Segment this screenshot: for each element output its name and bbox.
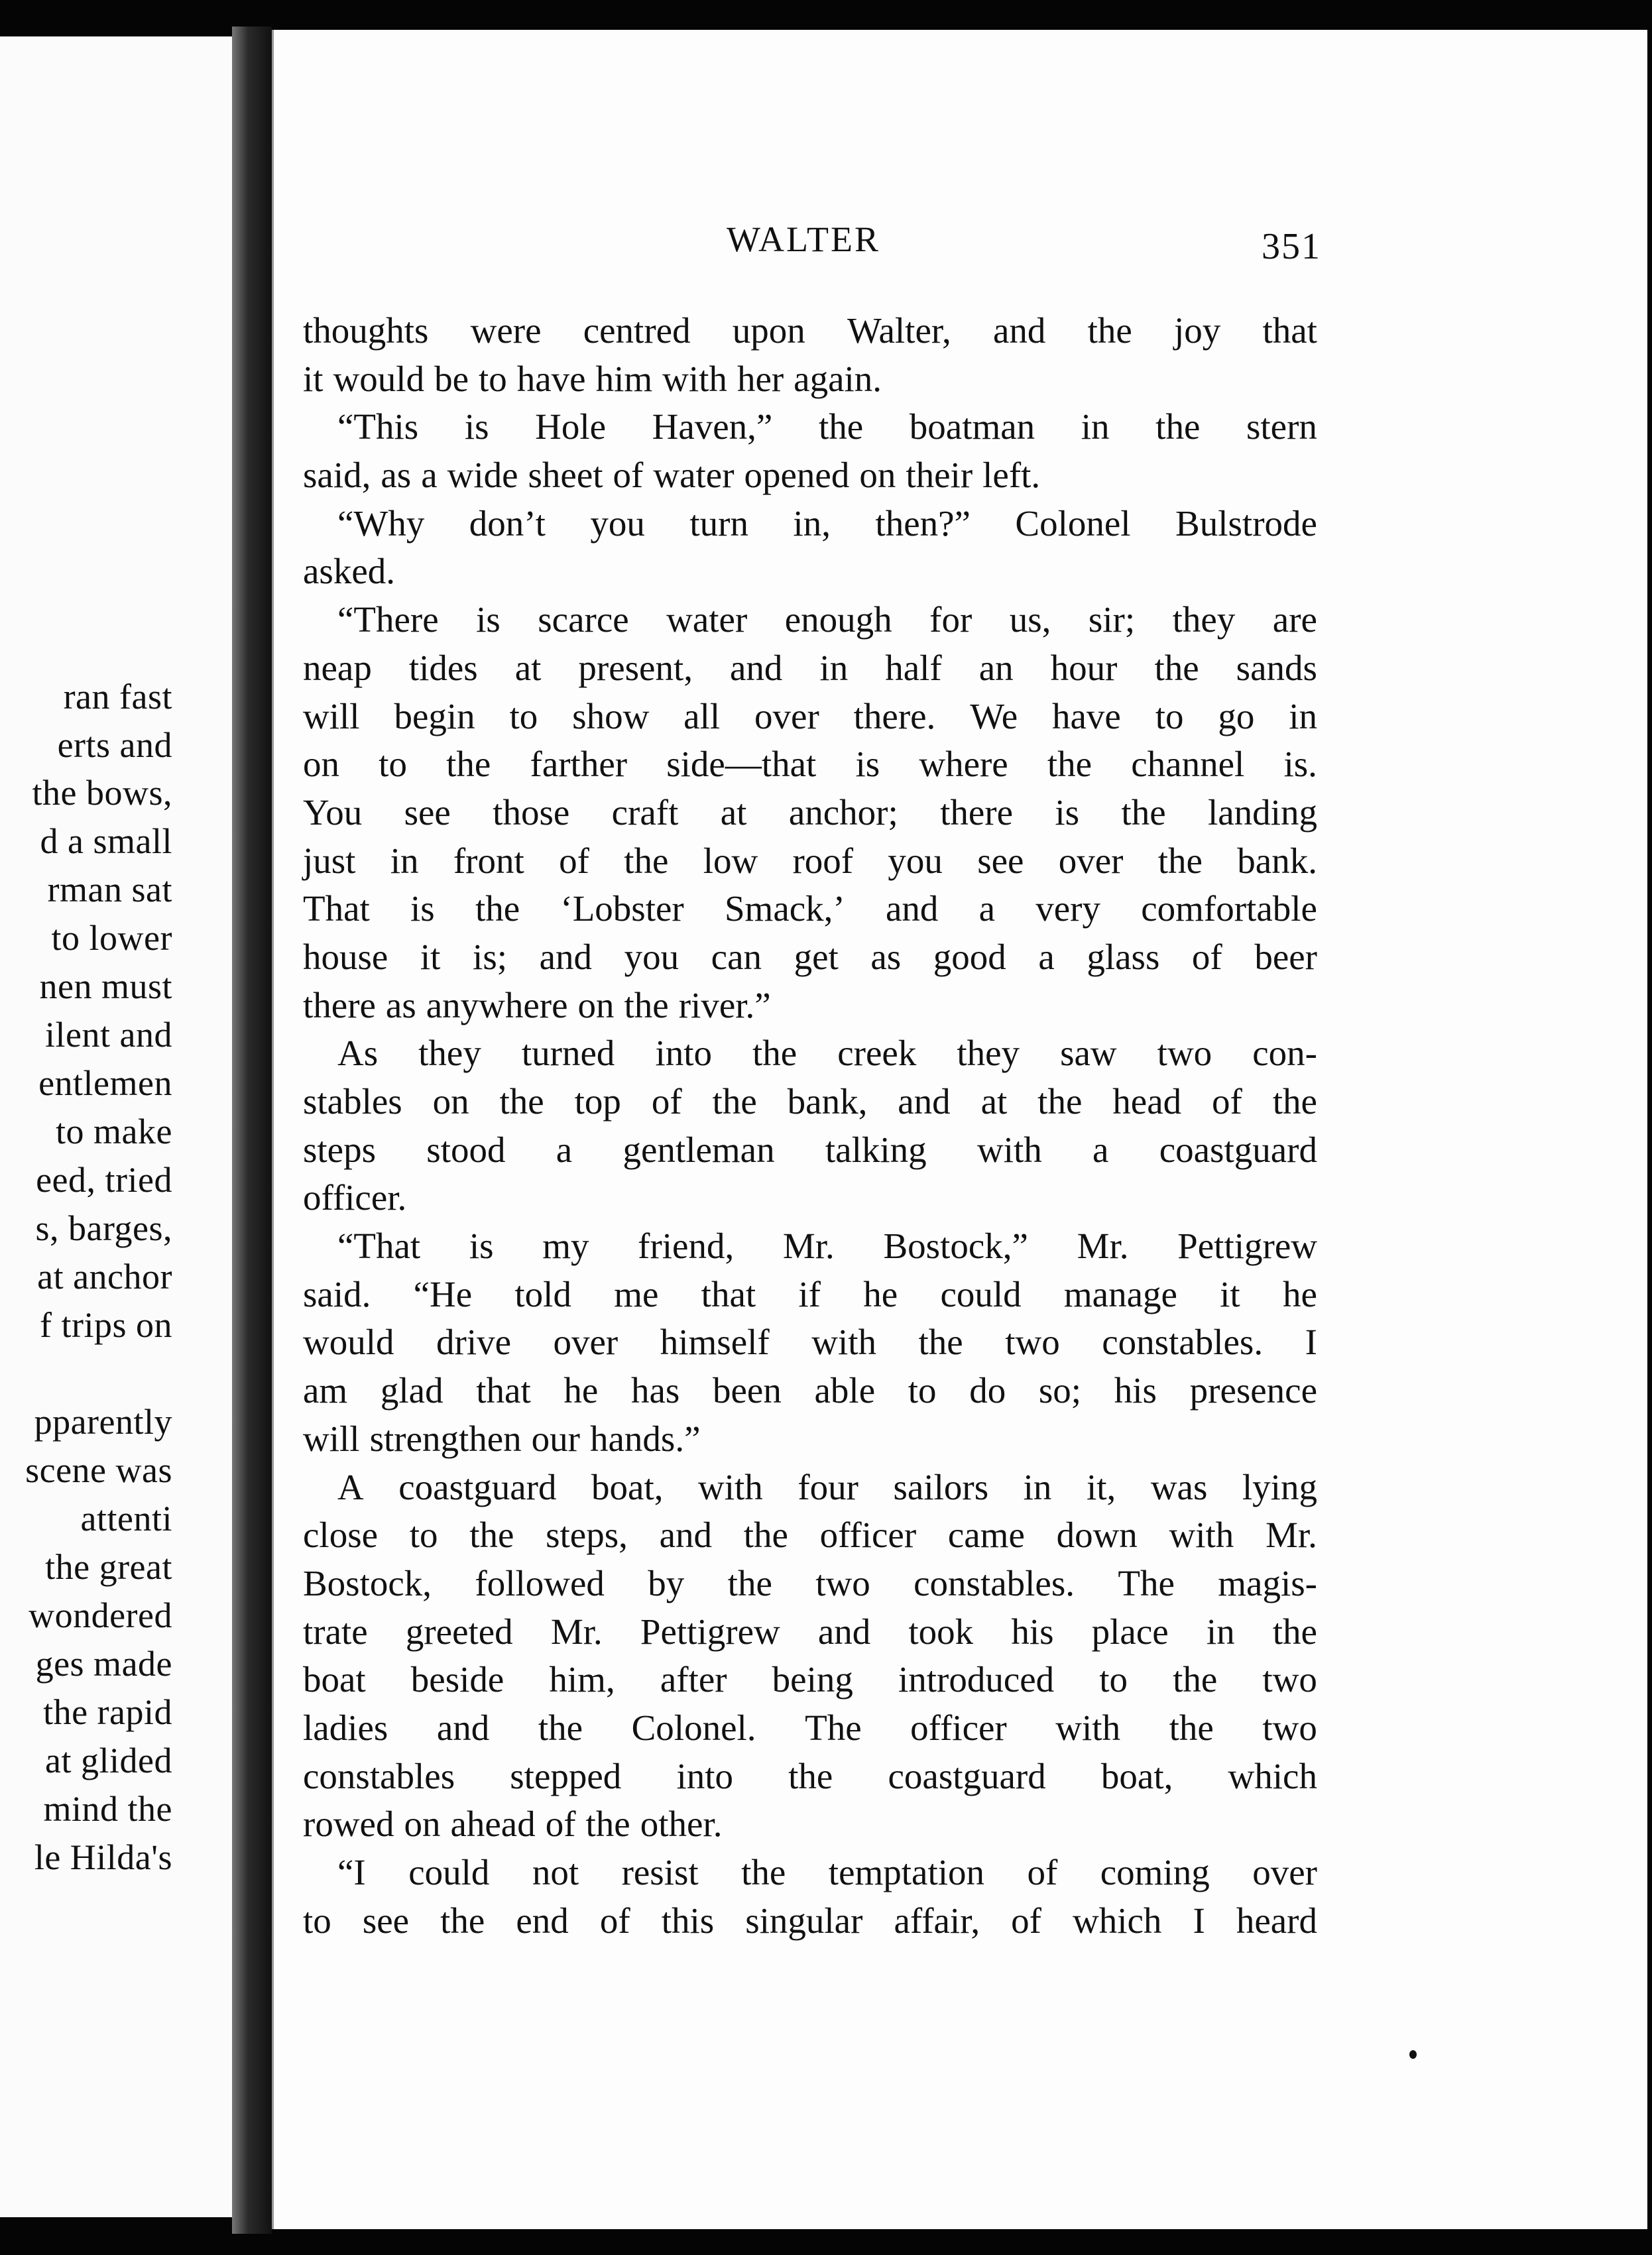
left-page-line: to make <box>56 1112 172 1151</box>
text-line: neap tides at present, and in half an hour the sands <box>303 647 1317 688</box>
left-page-line: to lower <box>51 918 172 958</box>
text-line: officer. <box>303 1177 407 1218</box>
text-line: boat beside him, after being introduced to the two <box>303 1659 1317 1700</box>
text-line: steps stood a gentleman talking with a coastguard <box>303 1129 1317 1170</box>
text-line: A coastguard boat, with four sailors in it, was lying <box>337 1466 1317 1507</box>
text-line: thoughts were centred upon Walter, and the joy that <box>303 310 1317 351</box>
right-page <box>272 30 1647 2229</box>
text-line: house it is; and you can get as good a glass of beer <box>303 936 1317 977</box>
left-page-line: f trips on <box>40 1305 172 1345</box>
text-line: it would be to have him with her again. <box>303 358 882 399</box>
left-page-line: entlemen <box>38 1063 172 1103</box>
left-page-line: ilent and <box>45 1015 172 1055</box>
left-page-line: d a small <box>40 821 172 861</box>
left-page-line: wondered <box>29 1595 172 1635</box>
left-page-fragment <box>0 36 232 2217</box>
text-line: You see those craft at anchor; there is the landing <box>303 791 1317 833</box>
text-line: asked. <box>303 551 395 592</box>
text-line: “Why don’t you turn in, then?” Colonel Bulstrode <box>337 502 1317 544</box>
text-line: stables on the top of the bank, and at the head of the <box>303 1081 1317 1122</box>
left-page-line: the rapid <box>43 1692 172 1732</box>
left-page-line: attenti <box>80 1499 172 1538</box>
left-page-line: nen must <box>39 966 172 1006</box>
text-line: would drive over himself with the two constables. I <box>303 1322 1317 1363</box>
left-page-line: the great <box>45 1547 172 1587</box>
text-line: ladies and the Colonel. The officer with the two <box>303 1707 1317 1748</box>
text-line: said, as a wide sheet of water opened on their left. <box>303 455 1041 496</box>
ink-speck <box>1409 2050 1417 2059</box>
left-page-line: the bows, <box>32 773 172 813</box>
page-number: 351 <box>1262 226 1321 267</box>
text-line: constables stepped into the coastguard boat, which <box>303 1755 1317 1796</box>
left-page-line: mind the <box>43 1789 172 1829</box>
left-page-line: pparently <box>34 1402 172 1442</box>
left-page-line: rman sat <box>47 870 172 909</box>
text-line: That is the ‘Lobster Smack,’ and a very comfortable <box>303 888 1317 929</box>
text-line: am glad that he has been able to do so; his presence <box>303 1370 1317 1411</box>
left-page-line: ran fast <box>63 677 172 717</box>
text-line: trate greeted Mr. Pettigrew and took his place in the <box>303 1611 1317 1652</box>
text-line: will begin to show all over there. We have to go in <box>303 695 1317 736</box>
left-page-line: at anchor <box>37 1257 172 1297</box>
running-head: WALTER <box>727 219 880 259</box>
left-page-line: s, barges, <box>35 1208 172 1248</box>
body-text <box>303 307 1317 1945</box>
book-gutter <box>232 27 272 2234</box>
left-page-line: eed, tried <box>36 1160 172 1200</box>
text-line: close to the steps, and the officer came down with Mr. <box>303 1515 1317 1556</box>
text-line: Bostock, followed by the two constables. The magis- <box>303 1562 1317 1603</box>
text-line: will strengthen our hands.” <box>303 1418 701 1459</box>
left-page-line: erts and <box>57 725 172 765</box>
text-line: said. “He told me that if he could manage it he <box>303 1273 1317 1314</box>
text-line: to see the end of this singular affair, of which I heard <box>303 1900 1317 1941</box>
text-line: “I could not resist the temptation of coming over <box>337 1852 1317 1892</box>
text-line: “There is scarce water enough for us, sir; they are <box>337 599 1317 640</box>
text-line: there as anywhere on the river.” <box>303 984 771 1025</box>
text-line: rowed on ahead of the other. <box>303 1804 723 1845</box>
text-line: “This is Hole Haven,” the boatman in the stern <box>337 406 1317 447</box>
text-line: As they turned into the creek they saw two con- <box>337 1033 1317 1074</box>
text-line: on to the farther side—that is where the channel is. <box>303 744 1317 785</box>
left-page-line: le Hilda's <box>34 1837 172 1877</box>
left-page-line: at glided <box>45 1741 172 1780</box>
text-line: “That is my friend, Mr. Bostock,” Mr. Pettigrew <box>337 1226 1317 1267</box>
text-line: just in front of the low roof you see over the bank. <box>303 840 1317 881</box>
left-page-line: ges made <box>35 1644 172 1684</box>
left-page-line: scene was <box>25 1450 172 1490</box>
